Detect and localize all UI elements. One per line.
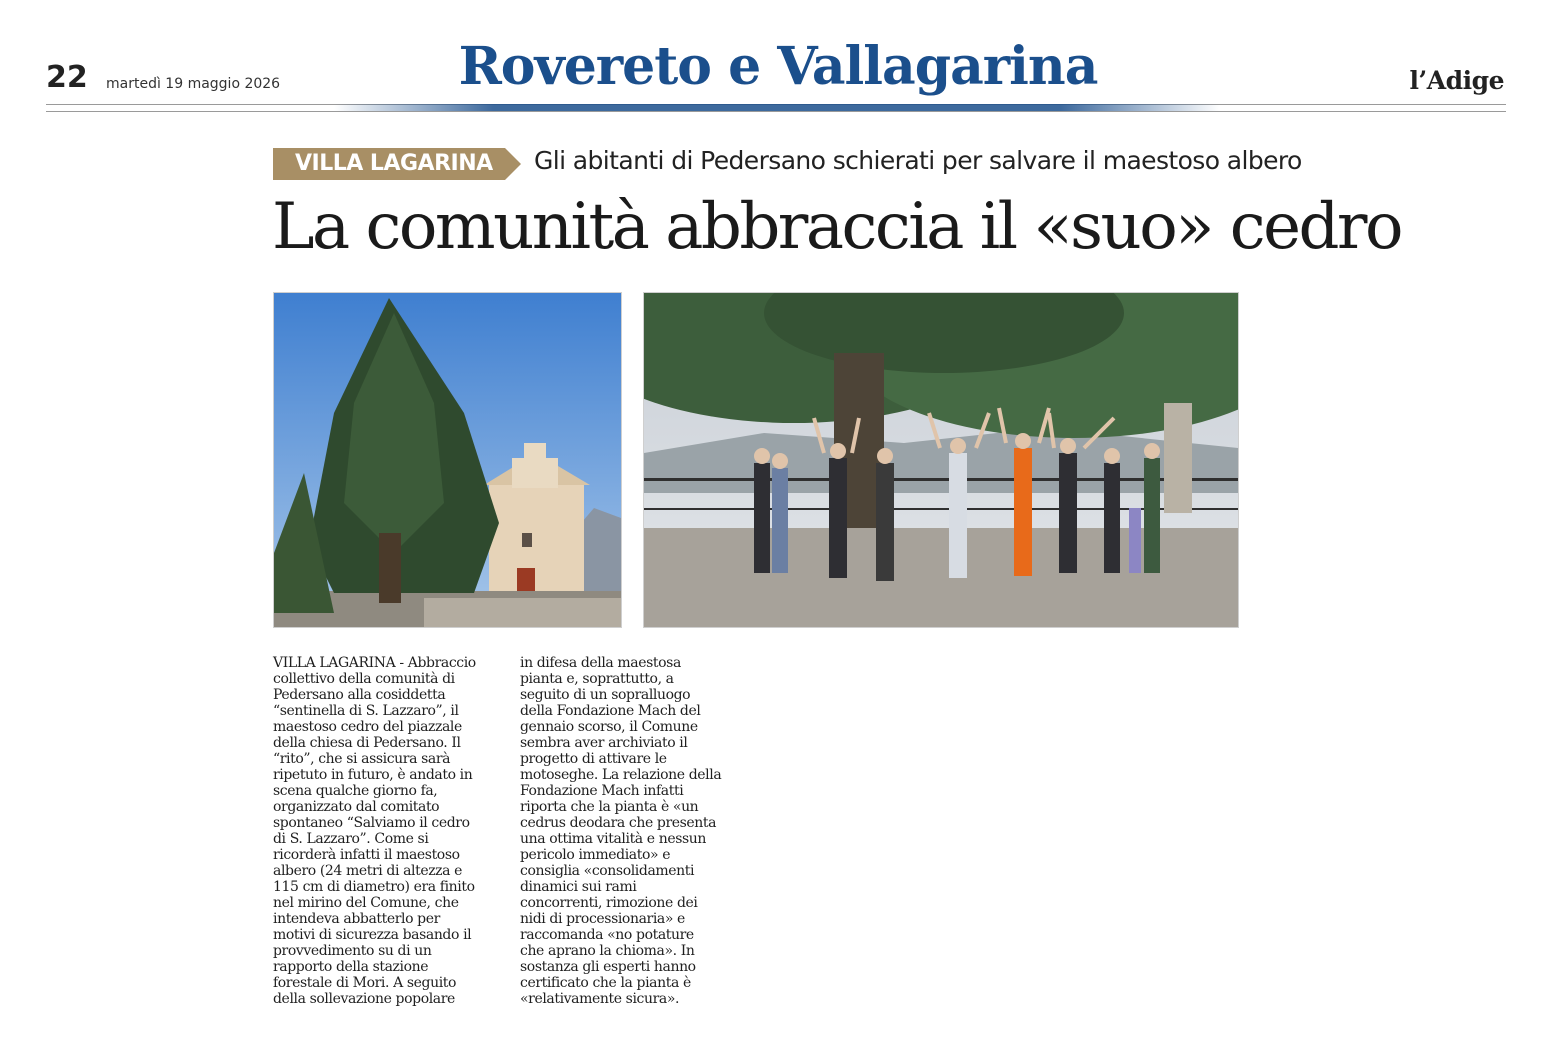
kicker-arrow-icon (505, 148, 521, 180)
body-text-line: di S. Lazzaro”. Come si (273, 831, 429, 847)
body-text-line: in difesa della maestosa (520, 655, 681, 671)
body-text-line: collettivo della comunità di (273, 671, 455, 687)
body-text-line: albero (24 metri di altezza e (273, 863, 463, 879)
body-text-line: raccomanda «no potature (520, 927, 694, 943)
page-number: 22 (46, 60, 88, 95)
header-rule-accent (334, 104, 1220, 111)
body-text-line: seguito di un sopralluogo (520, 687, 691, 703)
body-text-line: dinamici sui rami (520, 879, 637, 895)
body-text-line: rapporto della stazione (273, 959, 429, 975)
body-text-line: concorrenti, rimozione dei (520, 895, 698, 911)
body-text-line: consiglia «consolidamenti (520, 863, 695, 879)
body-text-line: sembra aver archiviato il (520, 735, 688, 751)
body-text-line: pianta e, soprattutto, a (520, 671, 674, 687)
body-text-line: progetto di attivare le (520, 751, 667, 767)
body-text-line: riporta che la pianta è «un (520, 799, 699, 815)
article-body-column-1 (273, 655, 503, 1007)
body-text-line: ricorderà infatti il maestoso (273, 847, 460, 863)
body-text-line: «relativamente sicura». (520, 991, 680, 1007)
body-text-line: VILLA LAGARINA - Abbraccio (273, 655, 476, 671)
photo-group-embrace (643, 292, 1239, 628)
photo-cedar-church (273, 292, 622, 628)
article-subhead: Gli abitanti di Pedersano schierati per salvare il maestoso albero (534, 146, 1302, 175)
body-text-line: che aprano la chioma». In (520, 943, 695, 959)
newspaper-masthead: l’Adige (1409, 66, 1504, 95)
header-rule-bottom (46, 111, 1506, 112)
body-text-line: intendeva abbatterlo per (273, 911, 440, 927)
body-text-line: “sentinella di S. Lazzaro”, il (273, 703, 459, 719)
issue-date: martedì 19 maggio 2026 (106, 76, 281, 92)
body-text-line: organizzato dal comitato (273, 799, 440, 815)
body-text-line: spontaneo “Salviamo il cedro (273, 815, 470, 831)
body-text-line: una ottima vitalità e nessun (520, 831, 707, 847)
body-text-line: ripetuto in futuro, è andato in (273, 767, 473, 783)
body-text-line: della chiesa di Pedersano. Il (273, 735, 461, 751)
body-text-line: gennaio scorso, il Comune (520, 719, 698, 735)
body-text-line: Fondazione Mach infatti (520, 783, 684, 799)
body-text-line: provvedimento su di un (273, 943, 432, 959)
body-text-line: forestale di Mori. A seguito (273, 975, 457, 991)
body-text-line: motivi di sicurezza basando il (273, 927, 472, 943)
body-text-line: certificato che la pianta è (520, 975, 691, 991)
body-text-line: 115 cm di diametro) era finito (273, 879, 475, 895)
article-body-column-2 (520, 655, 750, 1007)
body-text-line: scena qualche giorno fa, (273, 783, 438, 799)
body-text-line: della sollevazione popolare (273, 991, 455, 1007)
section-title: Rovereto e Vallagarina (458, 36, 1098, 97)
body-text-line: maestoso cedro del piazzale (273, 719, 462, 735)
body-text-line: pericolo immediato» e (520, 847, 671, 863)
article-headline: La comunità abbraccia il «suo» cedro (272, 190, 1402, 264)
kicker-label: VILLA LAGARINA (295, 151, 493, 176)
body-text-line: nidi di processionaria» e (520, 911, 685, 927)
body-text-line: sostanza gli esperti hanno (520, 959, 696, 975)
body-text-line: cedrus deodara che presenta (520, 815, 717, 831)
body-text-line: nel mirino del Comune, che (273, 895, 459, 911)
body-text-line: motoseghe. La relazione della (520, 767, 722, 783)
body-text-line: “rito”, che si assicura sarà (273, 751, 451, 767)
body-text-line: della Fondazione Mach del (520, 703, 701, 719)
body-text-line: Pedersano alla cosiddetta (273, 687, 446, 703)
kicker-tag (273, 148, 523, 180)
